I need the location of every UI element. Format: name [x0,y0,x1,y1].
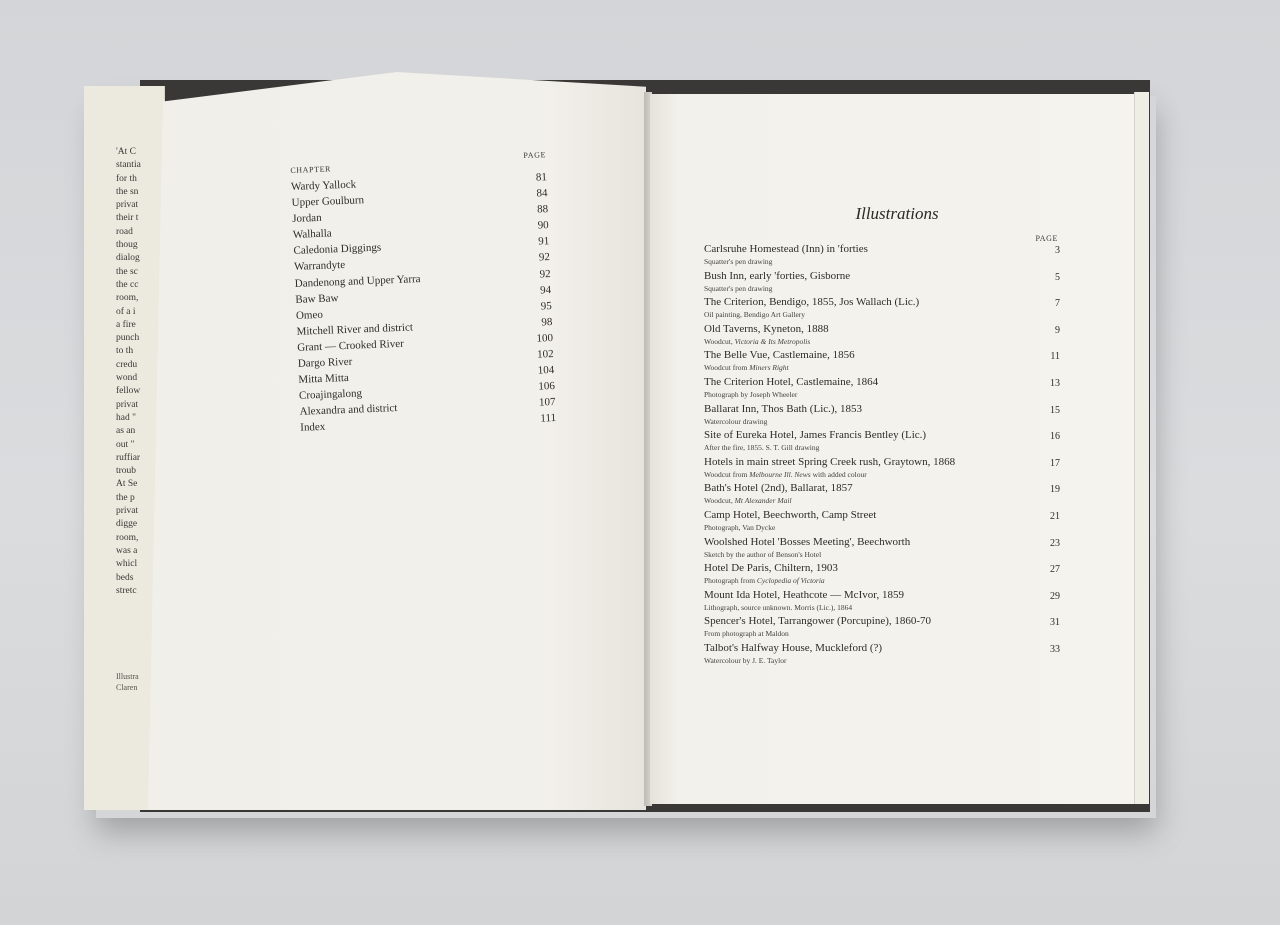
chapter-title: Mitta Mitta [298,372,350,386]
illustrations-heading: Illustrations [855,204,939,223]
chapter-page: 106 [538,380,556,393]
illustration-source [704,442,1060,453]
illustration-row [704,509,1060,536]
chapter-page: 92 [538,251,551,264]
illustration-source [704,416,1060,427]
chapter-page: 98 [541,315,553,329]
source-text: Photograph by Joseph Wheeler [704,389,798,399]
source-italic: Miners Right [749,363,789,373]
illustration-source [704,495,1060,506]
illustration-title: Spencer's Hotel, Tarrangower (Porcupine), 1860-70 [704,615,932,628]
source-italic: Mt Alexander Mail [734,496,792,506]
illustration-row [704,376,1060,403]
flap-line: beds [116,572,134,583]
flap-line: room, [116,293,139,304]
chapter-page: 88 [536,203,549,216]
illustration-row [704,323,1060,350]
illustration-page: 27 [1050,564,1060,576]
flap-line: was a [116,545,138,556]
source-text: Photograph from [704,576,757,586]
illustration-page: 29 [1050,590,1060,602]
illustration-page: 5 [1055,271,1060,283]
source-text: Lithograph, source unknown. Morris (Lic.), 1864 [704,602,853,612]
source-text-after: with added colour [810,469,867,479]
flap-line: punch [116,333,140,344]
source-text: Woodcut, [704,336,735,346]
flap-caption-line: Illustra [116,672,139,681]
illustration-title: Woolshed Hotel 'Bosses Meeting', Beechworth [704,535,911,548]
page-label: PAGE [523,150,547,161]
chapter-title: Alexandra and district [299,402,398,419]
source-text: Woodcut, [704,496,735,506]
flap-caption-line: Claren [116,683,138,692]
chapter-title: Wardy Yallock [290,178,357,193]
source-text: From photograph at Maldon [704,629,789,639]
illustration-page: 17 [1050,457,1060,469]
illustration-title: Camp Hotel, Beechworth, Camp Street [704,508,877,521]
illustration-page: 23 [1050,537,1060,549]
chapter-title: Omeo [295,308,324,322]
chapter-page: 92 [539,267,551,281]
illustration-row [704,270,1060,297]
illustration-row [704,642,1060,669]
source-text: Watercolour drawing [704,416,768,426]
chapter-title: Jordan [292,212,322,226]
illustration-source [704,362,1060,373]
source-text: Sketch by the author of Benson's Hotel [704,549,822,559]
illustration-page: 16 [1050,431,1060,443]
illustrations-rows [704,243,1060,669]
illustration-source [704,575,1060,586]
chapter-label: CHAPTER [290,164,332,175]
flap-line: troub [116,466,137,477]
illustration-page: 19 [1050,484,1060,496]
illustration-page: 11 [1050,351,1060,363]
source-text: After the fire, 1855. S. T. Gill drawing [704,443,820,453]
source-text: Watercolour by J. E. Taylor [704,655,787,665]
illustration-title: Carlsruhe Homestead (Inn) in 'forties [704,243,868,255]
illustration-source [704,256,1060,267]
chapter-page: 100 [536,331,554,345]
flap-line: wond [116,373,138,384]
flap-line: out " [116,439,135,450]
chapter-title: Grant — Crooked River [296,337,404,354]
source-text: Photograph, Van Dycke [704,522,776,532]
illustrations-page-label: PAGE [1035,234,1058,243]
flap-line: dialog [116,253,140,264]
illustration-source [704,389,1060,400]
chapter-page: 104 [537,364,555,377]
illustration-page: 7 [1055,298,1060,310]
flap-line: of a i [116,306,136,317]
illustration-title: Old Taverns, Kyneton, 1888 [704,322,829,335]
illustration-title: Hotels in main street Spring Creek rush, Graytown, 1868 [704,455,956,468]
illustration-title: Bath's Hotel (2nd), Ballarat, 1857 [704,482,853,495]
illustration-page: 3 [1055,245,1060,256]
illustration-title: Site of Eureka Hotel, James Francis Bentley (Lic.) [704,429,927,442]
illustration-source [704,628,1060,639]
illustration-title: Bush Inn, early 'forties, Gisborne [704,269,851,282]
illustration-row [704,615,1060,642]
illustration-source [704,336,1060,347]
flap-line: room, [116,532,139,543]
illustration-page: 21 [1050,510,1060,522]
flap-line: road [116,226,133,237]
illustration-row [704,589,1060,616]
chapter-title: Croajingalong [298,387,363,403]
illustration-row [704,403,1060,430]
contents-rows [291,169,557,436]
illustration-source [704,602,1060,613]
flap-line: for th [116,173,137,184]
chapter-page: 81 [535,171,548,184]
chapter-title: Baw Baw [295,291,339,306]
illustration-row [704,243,1060,270]
flap-line: the sc [116,266,138,277]
right-page-edge [1134,92,1149,804]
illustration-row [704,536,1060,563]
chapter-page: 84 [536,187,548,200]
flap-line: credu [116,359,138,370]
flap-line: had " [116,412,136,423]
illustration-page: 33 [1050,643,1060,655]
flap-line: to th [116,346,134,357]
illustration-row [704,296,1060,323]
illustration-title: Mount Ida Hotel, Heathcote — McIvor, 1859 [704,588,904,601]
source-text: Woodcut from [704,363,750,373]
chapter-page: 95 [540,299,553,313]
contents-list [290,150,556,436]
source-text: Squatter's pen drawing [704,257,773,266]
illustration-page: 9 [1055,324,1060,336]
illustration-title: The Criterion Hotel, Castlemaine, 1864 [704,375,879,388]
chapter-title: Mitchell River and district [296,321,414,338]
illustration-row [704,562,1060,589]
source-text: Squatter's pen drawing [704,283,773,293]
illustration-row [704,349,1060,376]
illustration-source [704,522,1060,533]
flap-line: the sn [116,186,139,197]
chapter-page: 111 [540,412,557,425]
illustration-row [704,456,1060,483]
flap-line: their t [116,213,139,224]
chapter-page: 91 [538,235,550,248]
flap-line: privat [116,506,139,517]
flap-line: as an [116,426,136,437]
illustration-source [704,309,1060,320]
chapter-title: Dargo River [297,355,353,370]
flap-line: ruffiar [116,452,141,463]
illustration-title: The Criterion, Bendigo, 1855, Jos Wallach (Lic.) [704,296,920,309]
flap-line: the cc [116,279,139,290]
chapter-title: Walhalla [292,227,332,242]
source-text: Oil painting, Bendigo Art Gallery [704,310,806,320]
chapter-title: Warrandyte [293,259,346,274]
flap-line: At Se [116,479,138,490]
illustration-page: 15 [1050,404,1060,416]
flap-line: privat [116,399,139,410]
illustration-page: 31 [1050,617,1060,629]
flap-line: whicl [116,559,138,570]
illustration-title: Talbot's Halfway House, Muckleford (?) [704,641,883,654]
illustration-title: Hotel De Paris, Chiltern, 1903 [704,562,838,575]
illustration-row [704,482,1060,509]
flap-line: a fire [116,319,136,330]
chapter-title: Dandenong and Upper Yarra [294,272,421,290]
illustration-title: Ballarat Inn, Thos Bath (Lic.), 1853 [704,402,863,415]
chapter-page: 90 [537,219,549,232]
source-text: Woodcut from [704,469,750,479]
chapter-title: Index [300,421,326,435]
chapter-page: 94 [539,283,552,297]
flap-line: privat [116,200,139,211]
chapter-title: Upper Goulburn [291,194,365,210]
flap-line: fellow [116,386,141,397]
flap-line: 'At C [116,147,136,157]
illustration-source [704,549,1060,560]
flap-line: thoug [116,240,138,251]
illustrations-list [704,204,1060,669]
source-italic: Cyclopedia of Victoria [756,576,825,586]
flap-line: the p [116,492,135,503]
illustration-source [704,469,1060,480]
illustration-source [704,655,1060,666]
chapter-title: Caledonia Diggings [293,241,382,258]
source-italic: Melbourne Ill. News [749,469,811,479]
chapter-page: 107 [538,396,556,409]
chapter-page: 102 [536,348,554,361]
flap-line: stretc [116,585,137,596]
illustration-title: The Belle Vue, Castlemaine, 1856 [704,349,855,362]
illustration-source [704,283,1060,294]
illustration-page: 13 [1050,377,1060,389]
flap-line: stantia [116,160,141,171]
illustration-row [704,429,1060,456]
source-italic: Victoria & Its Metropolis [734,336,811,346]
flap-line: digge [116,519,138,530]
